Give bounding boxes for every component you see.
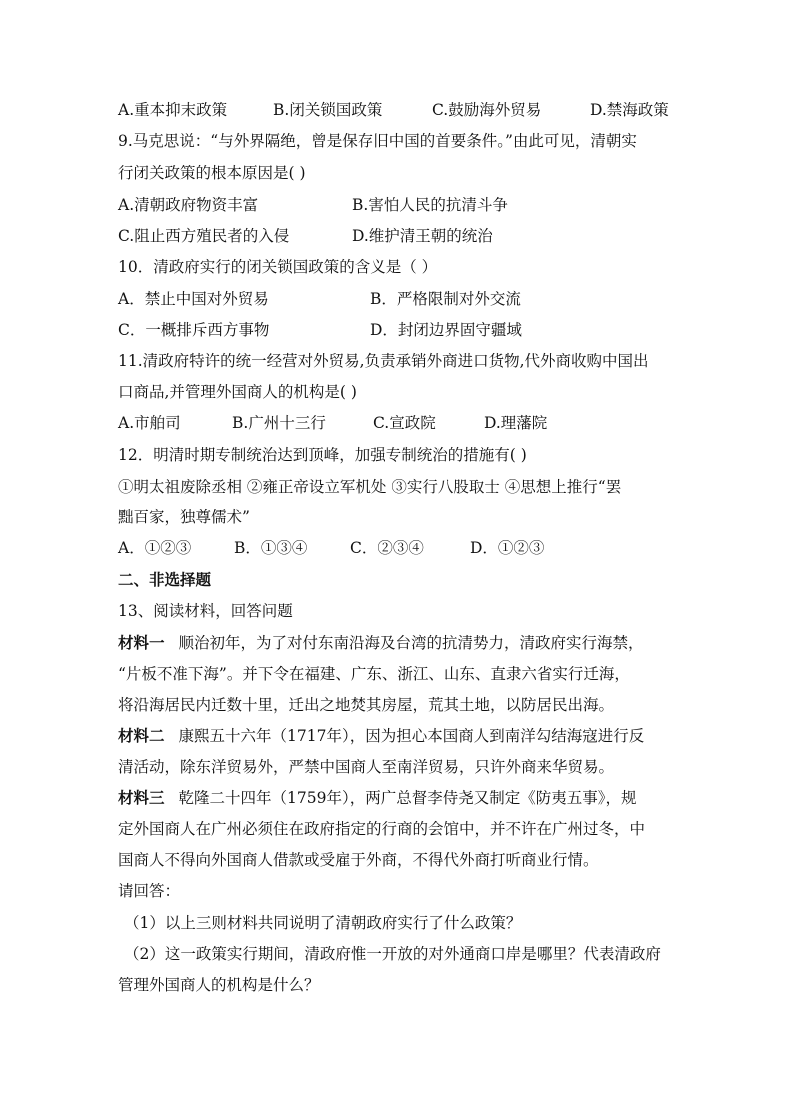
q10-option-b: B．严格限制对外交流 (370, 290, 521, 308)
material-1-line1 (118, 632, 644, 654)
material-3-line3: 国商人不得向外国商人借款或受雇于外商，不得代外商打听商业行情。 (118, 851, 599, 869)
q9-option-d: D.维护清王朝的统治 (352, 227, 493, 245)
material-3-line1 (118, 787, 636, 809)
material-3-label: 材料三 (118, 788, 165, 807)
q9-stem-line1: 9.马克思说：“与外界隔绝，曾是保存旧中国的首要条件。”由此可见，清朝实 (118, 132, 637, 150)
q11-option-c: C.宣政院 (373, 414, 436, 432)
material-2-line2: 清活动，除东洋贸易外，严禁中国商人至南洋贸易，只许外商来华贸易。 (118, 758, 615, 776)
q10-option-d: D．封闭边界固守疆域 (370, 321, 522, 339)
material-2-text1: 康熙五十六年（1717年），因为担心本国商人到南洋勾结海寇进行反 (178, 727, 645, 745)
q10-option-c: C．一概排斥西方事物 (118, 321, 270, 339)
sub-question-1: （1）以上三则材料共同说明了清朝政府实行了什么政策？ (124, 914, 522, 932)
material-1-line2: “片板不准下海”。并下令在福建、广东、浙江、山东、直隶六省实行迁海， (118, 665, 630, 683)
q11-option-b: B.广州十三行 (232, 414, 326, 432)
q11-stem-line1: 11.清政府特许的统一经营对外贸易,负责承销外商进口货物,代外商收购中国出 (118, 352, 649, 370)
q12-items-line1: ①明太祖废除丞相 ②雍正帝设立军机处 ③实行八股取士 ④思想上推行“罢 (118, 478, 622, 496)
sub-question-2-line2: 管理外国商人的机构是什么？ (118, 976, 320, 994)
q8-option-b: B.闭关锁国政策 (273, 101, 383, 119)
q9-option-a: A.清朝政府物资丰富 (118, 196, 259, 214)
q10-stem: 10．清政府实行的闭关锁国政策的含义是（ ） (118, 258, 438, 276)
q11-option-a: A.市舶司 (118, 414, 181, 432)
q12-items-line2: 黜百家，独尊儒术” (118, 508, 250, 526)
q13-stem: 13、阅读材料，回答问题 (118, 602, 293, 620)
material-3-text1: 乾隆二十四年（1759年），两广总督李侍尧又制定《防夷五事》，规 (178, 789, 637, 807)
q8-option-c: C.鼓励海外贸易 (432, 101, 542, 119)
q8-option-a: A.重本抑末政策 (118, 101, 228, 119)
q12-option-c: C．②③④ (350, 539, 424, 557)
material-1-line3: 将沿海居民内迁数十里，迁出之地焚其房屋，荒其土地，以防居民出海。 (118, 696, 615, 714)
section-title: 二、非选择题 (118, 570, 212, 589)
material-2-line1 (118, 725, 644, 747)
material-2-label: 材料二 (118, 726, 165, 745)
material-1-label: 材料一 (118, 633, 165, 652)
q12-option-b: B．①③④ (234, 539, 308, 557)
q11-stem-line2: 口商品,并管理外国商人的机构是( ) (118, 383, 357, 401)
q10-option-a: A．禁止中国对外贸易 (118, 290, 269, 308)
sub-question-2-line1: （2）这一政策实行期间，清政府惟一开放的对外通商口岸是哪里？代表清政府 (124, 945, 661, 963)
q9-option-b: B.害怕人民的抗清斗争 (352, 196, 508, 214)
answer-prompt: 请回答： (118, 882, 181, 900)
q11-option-d: D.理藩院 (484, 414, 548, 432)
q9-stem-line2: 行闭关政策的根本原因是( ) (118, 164, 306, 182)
q12-option-a: A．①②③ (118, 539, 192, 557)
material-1-text1: 顺治初年，为了对付东南沿海及台湾的抗清势力，清政府实行海禁， (178, 634, 644, 652)
q9-option-c: C.阻止西方殖民者的入侵 (118, 227, 290, 245)
q12-stem: 12．明清时期专制统治达到顶峰，加强专制统治的措施有( ) (118, 446, 527, 464)
q12-option-d: D．①②③ (470, 539, 545, 557)
material-3-line2: 定外国商人在广州必须住在政府指定的行商的会馆中，并不许在广州过冬，中 (118, 820, 646, 838)
q8-option-d: D.禁海政策 (590, 101, 669, 119)
